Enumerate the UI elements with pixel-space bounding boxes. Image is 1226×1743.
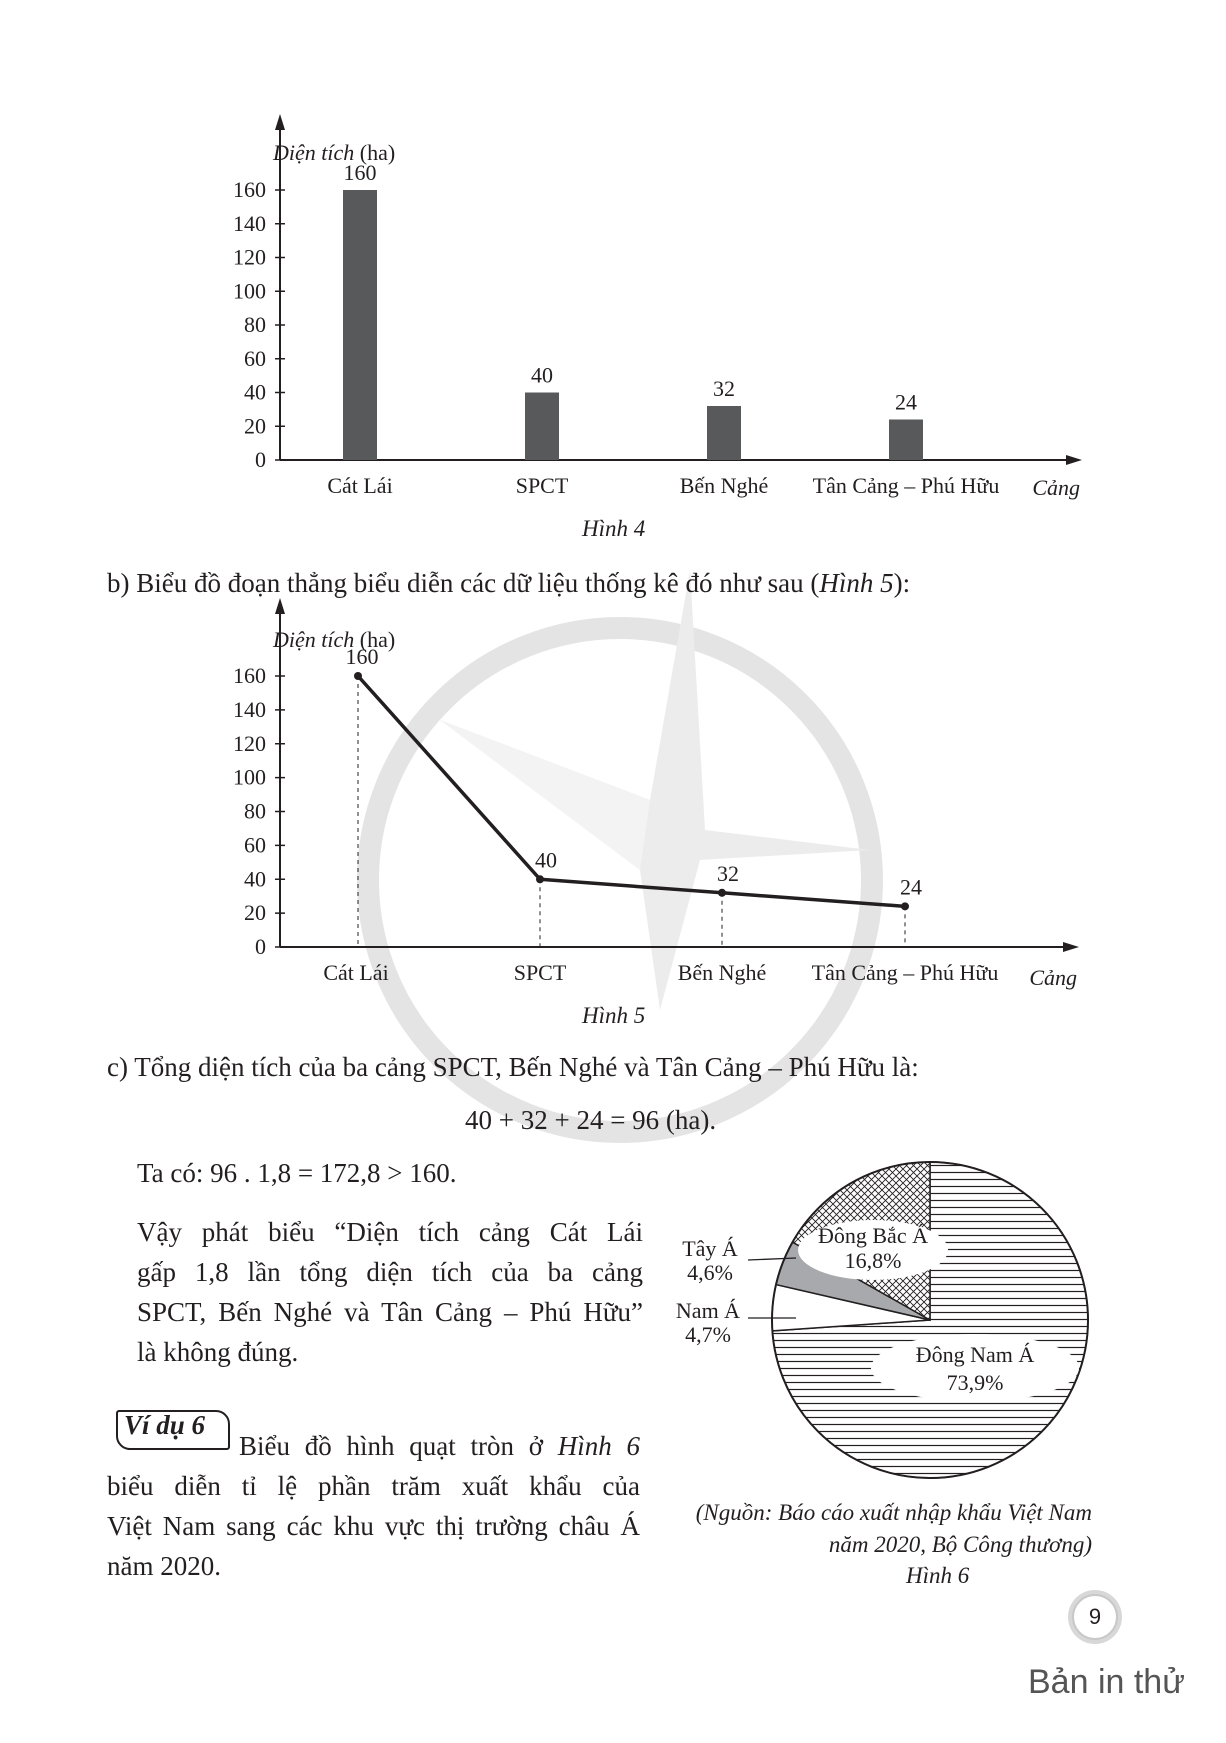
pie-source <box>672 1497 1092 1561</box>
bar-y-tick-label: 20 <box>244 413 266 439</box>
conclusion-line-4: là không đúng. <box>137 1337 299 1367</box>
bar-category-label: Tân Cảng – Phú Hữu <box>812 473 1000 498</box>
bar-value-label: 40 <box>531 362 553 388</box>
paragraph-c: c) Tổng diện tích của ba cảng SPCT, Bến Nghé và Tân Cảng – Phú Hữu là: <box>107 1052 919 1082</box>
line-category-label: SPCT <box>513 960 567 985</box>
example-line-3: Việt Nam sang các khu vực thị trường châu Á <box>107 1511 640 1541</box>
line-category-label: Tân Cảng – Phú Hữu <box>811 960 999 985</box>
line-y-tick-label: 20 <box>244 900 266 926</box>
paragraph-b: b) Biểu đồ đoạn thẳng biểu diễn các dữ liệu thống kê đó như sau (Hình 5): <box>107 568 911 598</box>
example-label: Ví dụ 6 <box>124 1410 206 1440</box>
line-y-tick-label: 160 <box>233 663 266 688</box>
line-y-tick-label: 120 <box>233 730 266 756</box>
pie-source-line-2: năm 2020, Bộ Công thương) <box>828 1532 1092 1557</box>
line-value-label: 24 <box>900 874 922 900</box>
bar-category-label: SPCT <box>515 473 569 498</box>
sum-equation: 40 + 32 + 24 = 96 (ha). <box>465 1105 717 1135</box>
bar-chart-xlabel: Cảng <box>1032 475 1080 500</box>
pie-label-west-value: 4,6% <box>687 1260 733 1285</box>
line-y-tick-label: 140 <box>233 696 266 722</box>
conclusion-line-1: Vậy phát biểu “Diện tích cảng Cát Lái <box>137 1217 643 1247</box>
pie-label-northeast-name: Đông Bắc Á <box>818 1223 928 1248</box>
line-category-label: Cát Lái <box>323 960 389 985</box>
bar-y-tick-label: 100 <box>233 278 266 304</box>
draft-mark: Bản in thử <box>1028 1663 1185 1701</box>
bar-category-label: Bến Nghé <box>679 473 769 498</box>
line-y-tick-label: 80 <box>244 798 266 824</box>
bar-y-tick-label: 60 <box>244 345 266 371</box>
line-category-label: Bến Nghé <box>677 960 767 985</box>
example-line-4: năm 2020. <box>107 1551 221 1581</box>
pie-label-south-name: Nam Á <box>675 1298 741 1323</box>
pie-label-south-value: 4,7% <box>685 1322 731 1347</box>
pie-label-southeast-name: Đông Nam Á <box>915 1342 1035 1367</box>
pie-label-southeast-value: 73,9% <box>946 1370 1004 1395</box>
line-y-tick-label: 0 <box>255 934 266 959</box>
page-number: 9 <box>1072 1594 1118 1640</box>
line-value-label: 32 <box>717 860 739 886</box>
line-chart-ylabel: Diện tích (ha) <box>273 627 396 652</box>
bar-category-label: Cát Lái <box>327 473 393 498</box>
pie-chart-caption: Hình 6 <box>906 1563 970 1588</box>
line-chart-xlabel: Cảng <box>1029 965 1077 990</box>
conclusion-line-3: SPCT, Bến Nghé và Tân Cảng – Phú Hữu” <box>137 1297 643 1327</box>
pie-label-northeast-value: 16,8% <box>844 1248 902 1273</box>
ta-co-line: Ta có: 96 . 1,8 = 172,8 > 160. <box>137 1158 457 1188</box>
conclusion-line-2: gấp 1,8 lần tổng diện tích của ba cảng <box>137 1257 643 1287</box>
line-value-label: 40 <box>535 847 557 873</box>
bar-chart-caption: Hình 4 <box>582 516 646 541</box>
line-value-label: 160 <box>345 644 379 669</box>
pie-label-west-name: Tây Á <box>682 1236 738 1261</box>
bar-chart-ylabel: Diện tích (ha) <box>273 140 396 165</box>
example-line-2: biểu diễn tỉ lệ phần trăm xuất khẩu của <box>107 1471 640 1501</box>
bar-y-tick-label: 0 <box>255 447 266 472</box>
bar-value-label: 160 <box>343 160 377 185</box>
line-chart-caption: Hình 5 <box>582 1003 646 1028</box>
line-y-tick-label: 40 <box>244 866 266 892</box>
bar-y-tick-label: 140 <box>233 210 266 236</box>
bar-value-label: 32 <box>713 376 735 401</box>
bar-y-tick-label: 40 <box>244 379 266 405</box>
bar-value-label: 24 <box>895 389 917 415</box>
pie-source-line-1: (Nguồn: Báo cáo xuất nhập khẩu Việt Nam <box>695 1500 1092 1525</box>
line-y-tick-label: 60 <box>244 832 266 858</box>
line-y-tick-label: 100 <box>233 764 266 790</box>
example-line-1: Biểu đồ hình quạt tròn ở Hình 6 <box>239 1431 640 1461</box>
bar-y-tick-label: 80 <box>244 312 266 337</box>
bar-y-tick-label: 160 <box>233 177 266 202</box>
bar-y-tick-label: 120 <box>233 244 266 270</box>
